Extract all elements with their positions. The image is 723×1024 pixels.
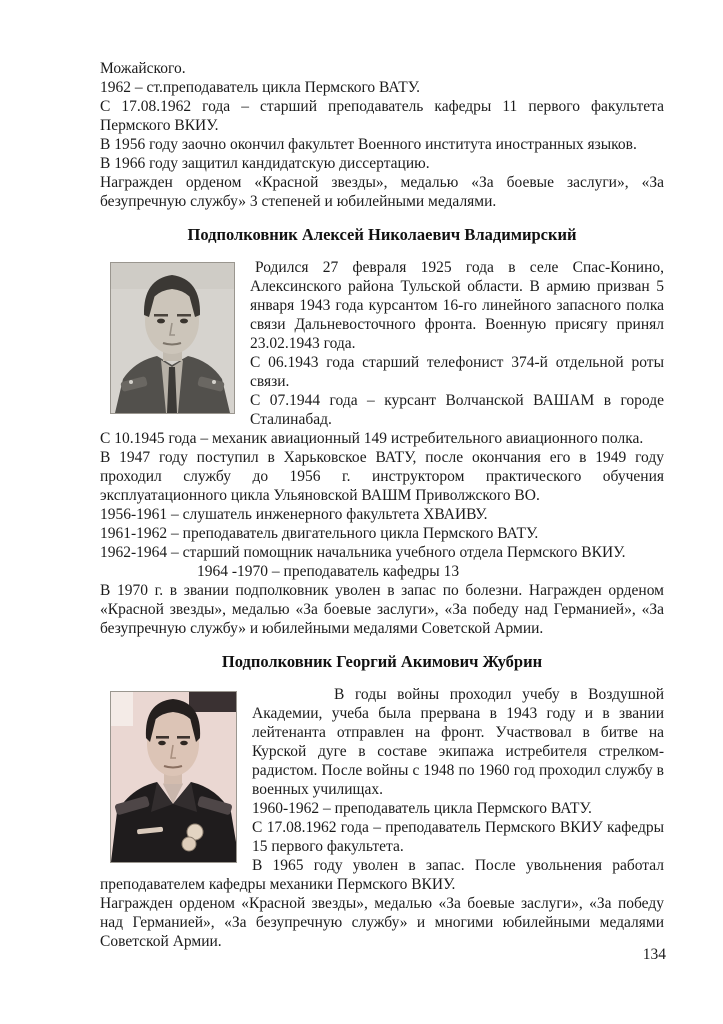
- bio-paragraph: 1964 -1970 – преподаватель кафедры 13: [197, 563, 460, 580]
- bio-paragraph: В 1970 г. в звании подполковник уволен в запас по болезни. Награжден орденом «Красной звезды», медалью «За боевые заслуги», «За победу над Германией», «За безупречную службу» и юбилейными медалями Советской Армии.: [100, 582, 664, 637]
- bio-paragraph: В 1947 году поступил в Харьковское ВАТУ, после окончания его в 1949 году проходил службу до 1956 г. инструктором практического обучения эксплуатационного цикла Ульяновской ВАШМ Приволжского ВО.: [100, 449, 664, 504]
- officer2-heading: Подполковник Георгий Акимович Жубрин: [221, 652, 543, 671]
- intro-block: [100, 59, 664, 211]
- bio-paragraph: С 17.08.1962 года – преподаватель Пермского ВКИУ кафедры 15 первого факультета.: [252, 819, 664, 855]
- officer2-section: [100, 685, 664, 951]
- portrait-photo-zhubrin: [110, 691, 237, 863]
- bio-paragraph: 1956-1961 – слушатель инженерного факультета ХВАИВУ.: [100, 506, 488, 523]
- intro-line: Можайского.: [100, 60, 186, 77]
- bio-paragraph: В годы войны проходил учебу в Воздушной Академии, учеба была прервана в 1943 году и в звании лейтенанта отправлен на фронт. Участвовал в битве на Курской дуге в составе экипажа истребителя стрелком-радистом. После войны с 1948 по 1960 год проходил службу в военных училищах.: [252, 686, 664, 798]
- bio-paragraph: Награжден орденом «Красной звезды», медалью «За боевые заслуги», «За победу над Германией», «За безупречную службу» и многими юбилейными медалями Советской Армии.: [100, 895, 664, 950]
- bio-paragraph: Родился 27 февраля 1925 года в селе Спас-Конино, Алексинского района Тульской области. В армию призван 5 января 1943 года курсантом 16-го линейного запасного полка связи Дальневосточного фронта. Военную присягу принял 23.02.1943 года.: [250, 259, 664, 352]
- page-content: [100, 59, 664, 951]
- intro-line: В 1956 году заочно окончил факультет Военного института иностранных языков.: [100, 136, 637, 153]
- intro-line: В 1966 году защитил кандидатскую диссертацию.: [100, 155, 430, 172]
- intro-line: С 17.08.1962 года – старший преподаватель кафедры 11 первого факультета Пермского ВКИУ.: [100, 98, 664, 134]
- intro-line: 1962 – ст.преподаватель цикла Пермского ВАТУ.: [100, 79, 421, 96]
- bio-paragraph: С 10.1945 года – механик авиационный 149 истребительного авиационного полка.: [100, 430, 644, 447]
- bio-paragraph: С 07.1944 года – курсант Волчанской ВАШАМ в городе Сталинабад.: [250, 392, 664, 428]
- officer1-heading: Подполковник Алексей Николаевич Владимирский: [187, 225, 577, 244]
- bio-paragraph: 1962-1964 – старший помощник начальника учебного отдела Пермского ВКИУ.: [100, 544, 626, 561]
- bio-paragraph: С 06.1943 года старший телефонист 374-й отдельной роты связи.: [250, 354, 664, 390]
- bio-paragraph: 1960-1962 – преподаватель цикла Пермского ВАТУ.: [252, 800, 592, 817]
- bio-paragraph: В 1965 году уволен в запас. После увольнения работал преподавателем кафедры механики Пермского ВКИУ.: [100, 857, 664, 893]
- bio-paragraph: 1961-1962 – преподаватель двигательного цикла Пермского ВАТУ.: [100, 525, 539, 542]
- intro-line: Награжден орденом «Красной звезды», медалью «За боевые заслуги», «За безупречную службу» 3 степеней и юбилейными медалями.: [100, 174, 664, 210]
- officer1-section: [100, 258, 664, 638]
- portrait-photo-vladimirsky: [110, 262, 235, 414]
- page-number: 134: [642, 946, 666, 963]
